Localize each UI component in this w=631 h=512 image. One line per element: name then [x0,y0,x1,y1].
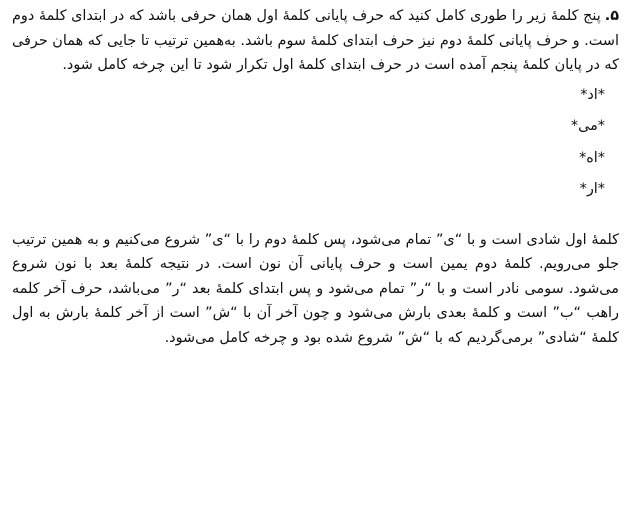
word-blank: *اد* [580,86,605,103]
word-blank: *می* [570,118,605,134]
word-blank: *اه* [579,149,605,166]
question-text: پنج کلمهٔ زیر را طوری کامل کنید که حرف پایانی کلمهٔ اول همان حرفی باشد که در ابتدای کلمهٔ دوم است. و حرف پایانی کلمهٔ دوم نیز حرف ابتدای کلمهٔ سوم باشد. به‌همین ترتیب تا جایی که همان حرفی که در پایان کلمهٔ پنجم آمده است در حرف ابتدای کلمهٔ اول تکرار شود تا این چرخه کامل شود. [12,8,619,73]
document-page [12,4,619,350]
question-paragraph [12,4,619,78]
question-number: ۵. [604,8,619,24]
answer-paragraph: کلمهٔ اول شادی است و با “ی” تمام می‌شود، پس کلمهٔ دوم را با “ی” شروع می‌کنیم و به همین ترتیب جلو می‌رویم. کلمهٔ دوم یمین است و حرف پایانی آن نون است. در نتیجه کلمهٔ بعد با نون شروع می‌شود. سومی نادر است و با “ر” تمام می‌شود و پس ابتدای کلمهٔ بعد “ر” می‌باشد، حرف آخر کلمه راهب “ب” است و کلمهٔ بعدی بارش می‌شود و چون آخر آن با “ش” است از آخر کلمهٔ بارش به اول کلمهٔ “شادی” برمی‌گردیم که با “ش” شروع شده بود و چرخه کامل می‌شود. [12,231,619,346]
word-blank: *ار* [579,181,605,197]
word-blanks-list [12,80,619,206]
